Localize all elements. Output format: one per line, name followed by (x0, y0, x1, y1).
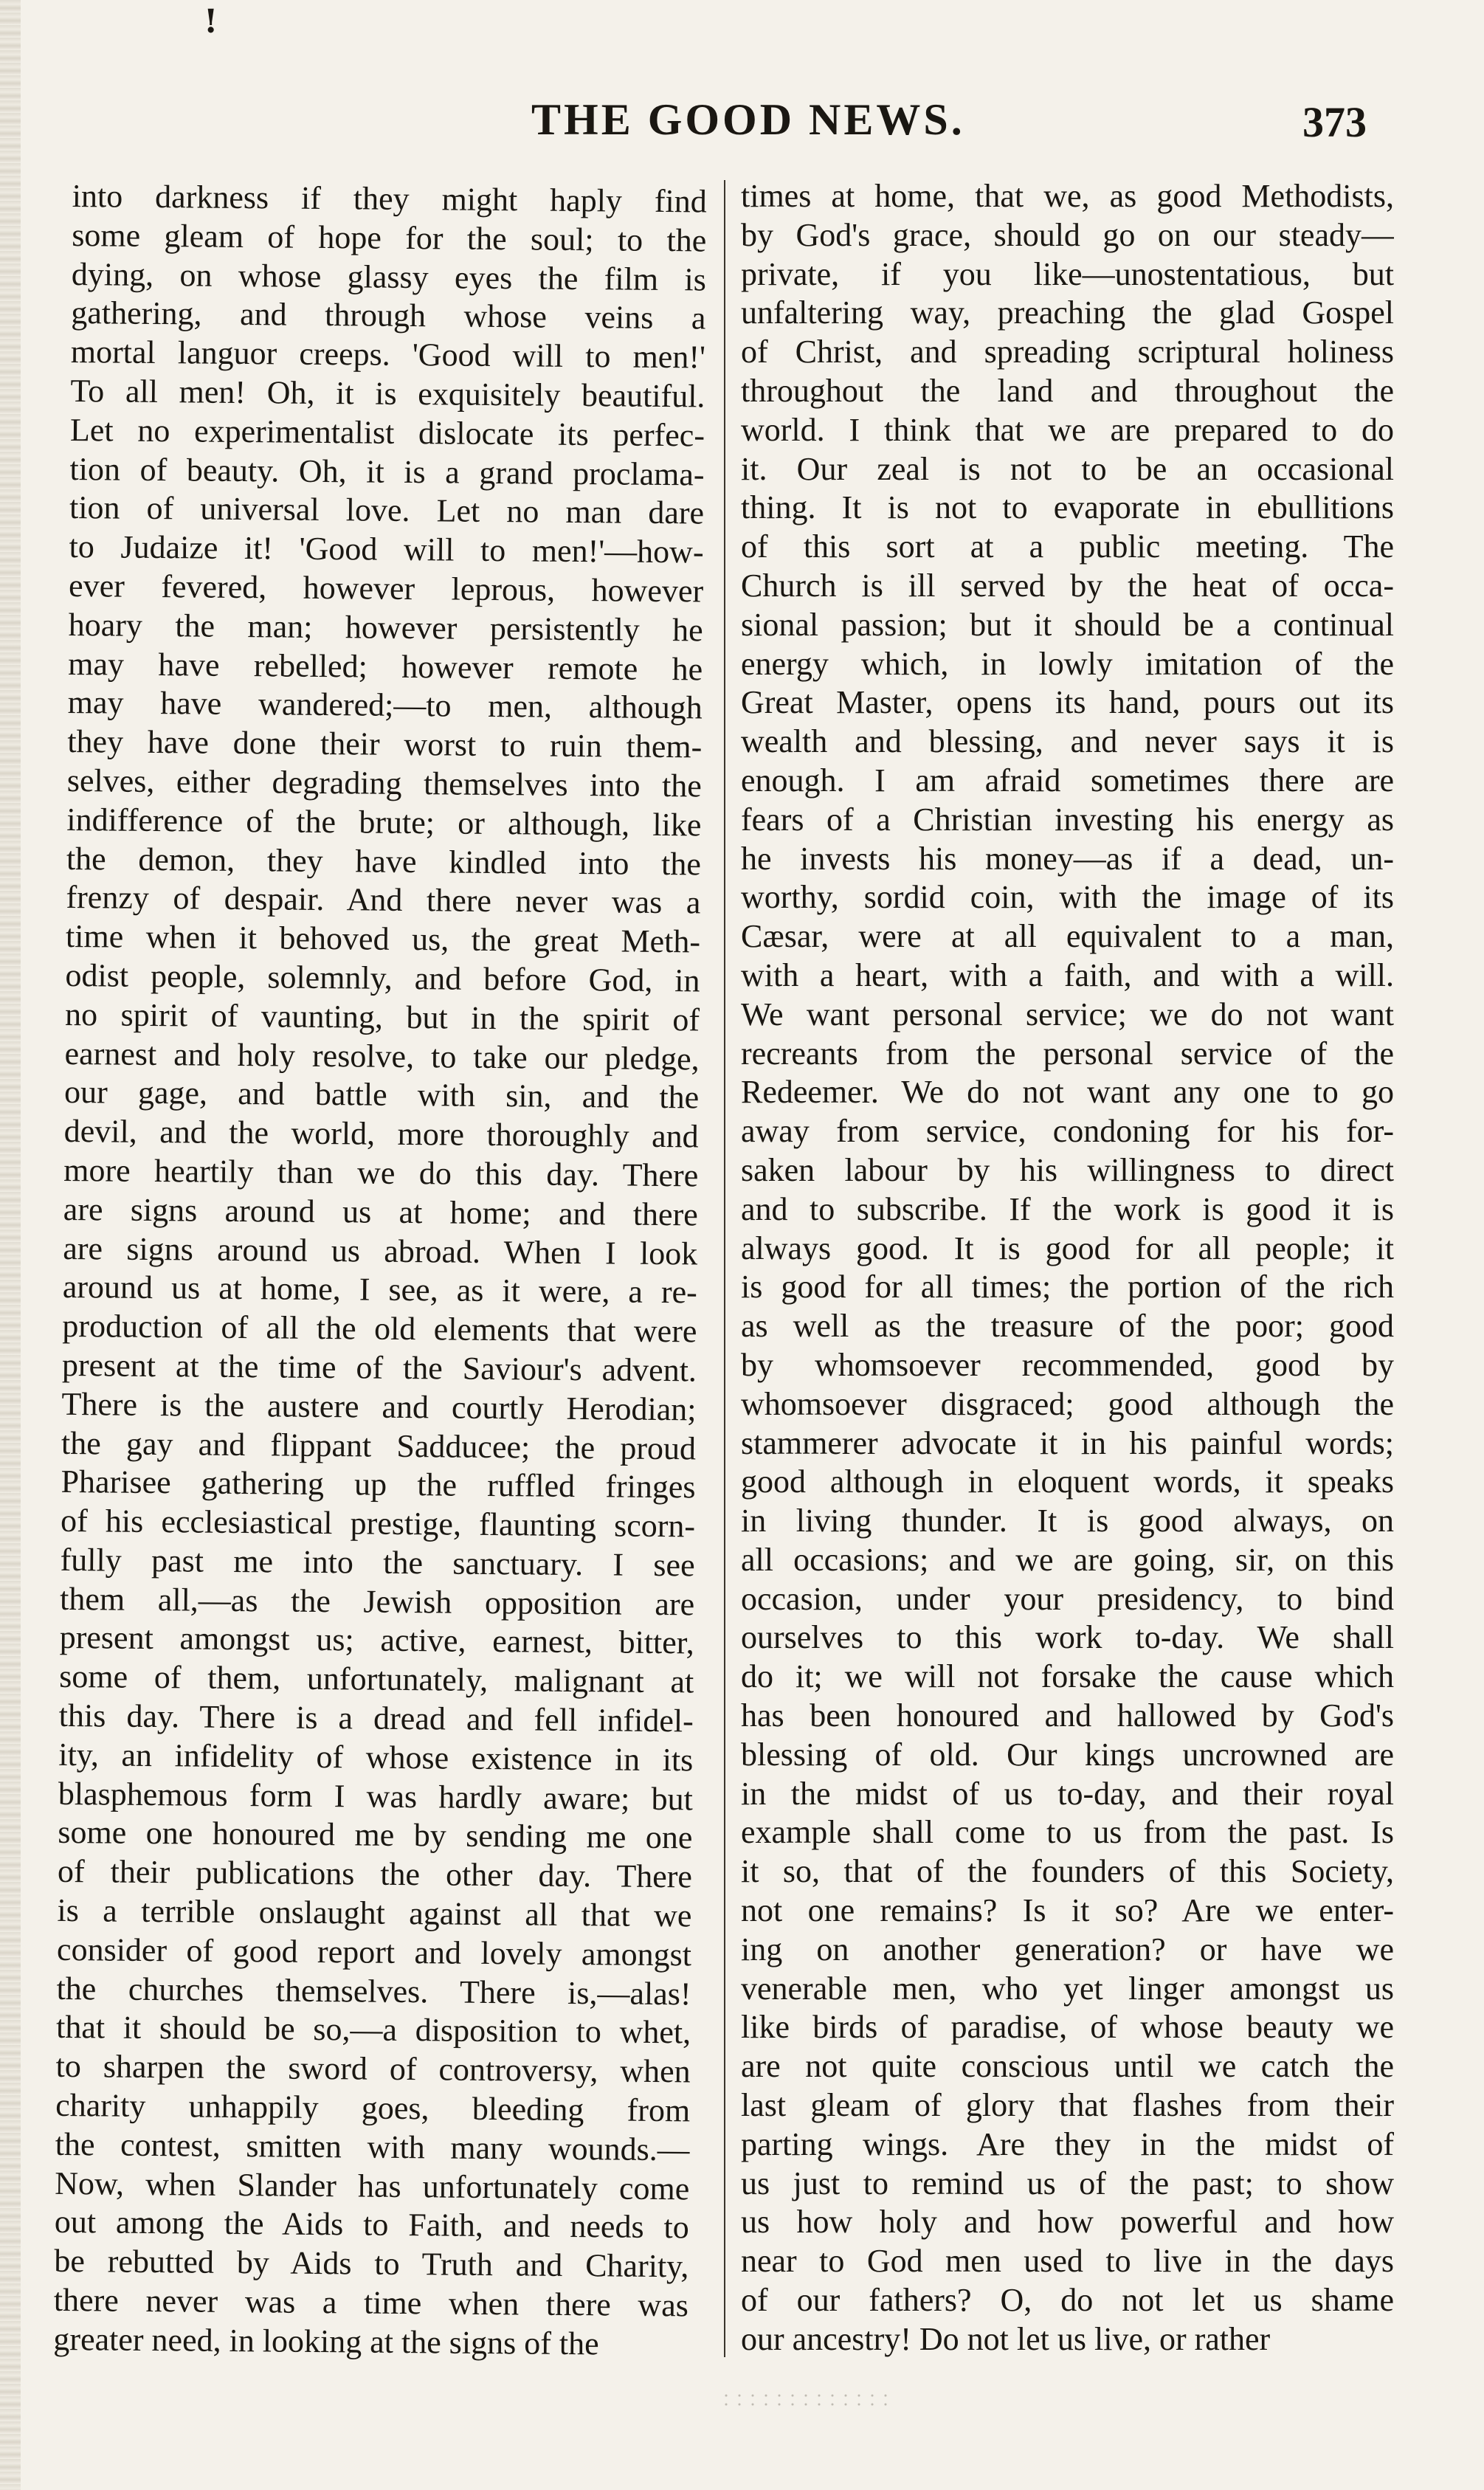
text-line: the gay and flippant Sadducee; the proud (61, 1424, 697, 1466)
text-line: by God's grace, should go on our steady— (741, 216, 1394, 253)
text-line: To all men! Oh, it is exquisitely beautiful. (70, 372, 705, 415)
text-line: some gleam of hope for the soul; to the (72, 216, 707, 259)
text-line: thing. It is not to evaporate in ebullitions (741, 489, 1394, 526)
text-line: he invests his money—as if a dead, un- (741, 840, 1394, 877)
text-line: always good. It is good for all people; it (741, 1230, 1394, 1266)
text-line: recreants from the personal service of the (741, 1035, 1394, 1072)
text-line: mortal languor creeps. 'Good will to men!' (70, 334, 706, 376)
text-line: has been honoured and hallowed by God's (741, 1697, 1394, 1734)
text-line: be rebutted by Aids to Truth and Charity, (54, 2243, 689, 2285)
text-line: throughout the land and throughout the (741, 372, 1394, 409)
text-line: Now, when Slander has unfortunately come (55, 2165, 690, 2207)
text-line: may have wandered;—to men, although (67, 684, 703, 726)
text-line: dying, on whose glassy eyes the film is (71, 255, 707, 298)
text-line: into darkness if they might haply find (72, 177, 707, 220)
text-line: it so, that of the founders of this Society, (741, 1853, 1394, 1890)
text-line: fully past me into the sanctuary. I see (60, 1541, 695, 1584)
text-line: gathering, and through whose veins a (71, 294, 706, 337)
text-line: private, if you like—unostentatious, but (741, 255, 1394, 292)
text-line: some one honoured me by sending me one (58, 1814, 693, 1856)
text-line: out among the Aids to Faith, and needs to (54, 2204, 690, 2246)
text-line: in the midst of us to-day, and their royal (741, 1775, 1394, 1812)
text-line: more heartily than we do this day. There (63, 1151, 699, 1194)
text-line: they have done their worst to ruin them- (67, 723, 703, 765)
text-line: of their publications the other day. There (57, 1853, 693, 1895)
text-line: and to subscribe. If the work is good it is (741, 1190, 1394, 1227)
text-line: sional passion; but it should be a continual (741, 606, 1394, 643)
text-line: to sharpen the sword of controversy, when (55, 2048, 691, 2090)
text-line: hoary the man; however persistently he (68, 606, 703, 649)
text-line: Great Master, opens its hand, pours out its (741, 684, 1394, 721)
text-line: Cæsar, were at all equivalent to a man, (741, 918, 1394, 955)
text-line: as well as the treasure of the poor; good (741, 1308, 1394, 1345)
text-line: Redeemer. We do not want any one to go (741, 1074, 1394, 1111)
page-number: 373 (1302, 98, 1367, 146)
page-header (0, 94, 1484, 154)
text-line: no spirit of vaunting, but in the spirit of (64, 996, 700, 1038)
page-edge-shadow (0, 0, 21, 2490)
print-speckle (719, 2391, 897, 2406)
text-line: that it should be so,—a disposition to whet, (55, 2009, 691, 2051)
text-line: near to God men used to live in the days (741, 2243, 1394, 2280)
text-line: our gage, and battle with sin, and the (63, 1074, 700, 1116)
text-line: the churches themselves. There is,—alas! (56, 1970, 691, 2013)
text-line: odist people, solemnly, and before God, in (65, 956, 700, 999)
text-line: may have rebelled; however remote he (68, 645, 703, 688)
text-line: good although in eloquent words, it speaks (741, 1463, 1394, 1500)
text-line: last gleam of glory that flashes from their (741, 2087, 1394, 2124)
running-title: THE GOOD NEWS. (531, 95, 965, 144)
text-line: do it; we will not forsake the cause which (741, 1658, 1394, 1695)
text-line: not one remains? Is it so? Are we enter- (741, 1892, 1394, 1929)
text-line: parting wings. Are they in the midst of (741, 2125, 1394, 2162)
text-line: of Christ, and spreading scriptural holiness (741, 334, 1394, 370)
text-line: Church is ill served by the heat of occa- (741, 567, 1394, 604)
text-line: tion of universal love. Let no man dare (69, 489, 705, 531)
text-line: some of them, unfortunately, malignant at (59, 1658, 694, 1700)
text-line: saken labour by his willingness to direct (741, 1151, 1394, 1188)
text-line: them all,—as the Jewish opposition are (59, 1580, 695, 1623)
text-line: greater need, in looking at the signs of the (53, 2320, 599, 2362)
text-line: by whomsoever recommended, good by (741, 1346, 1394, 1383)
text-line: of our fathers? O, do not let us shame (741, 2282, 1394, 2319)
text-line: frenzy of despair. And there never was a (66, 879, 701, 921)
text-line: of his ecclesiastical prestige, flaunting scorn- (60, 1503, 696, 1545)
text-line: There is the austere and courtly Herodian; (61, 1385, 697, 1428)
text-line: to Judaize it! 'Good will to men!'—how- (69, 528, 704, 570)
text-line: around us at home, I see, as it were, a re- (62, 1269, 698, 1311)
text-line: is good for all times; the portion of the rich (741, 1269, 1394, 1306)
text-line: selves, either degrading themselves into the (66, 762, 703, 804)
text-line: like birds of paradise, of whose beauty we (741, 2009, 1394, 2046)
text-line: us how holy and how powerful and how (741, 2204, 1394, 2241)
text-line: there never was a time when there was (53, 2281, 689, 2324)
text-line: are signs around us at home; and there (63, 1190, 698, 1233)
text-line: present at the time of the Saviour's advent. (61, 1346, 697, 1389)
text-line: the demon, they have kindled into the (66, 840, 702, 883)
text-line: time when it behoved us, the great Meth- (65, 918, 701, 960)
text-line: venerable men, who yet linger amongst us (741, 1970, 1394, 2007)
text-line: ever fevered, however leprous, however (68, 567, 704, 610)
text-line: charity unhappily goes, bleeding from (55, 2086, 691, 2129)
column-divider (724, 180, 725, 2357)
text-line: our ancestry! Do not let us live, or rather (741, 2320, 1271, 2357)
text-line: it. Our zeal is not to be an occasional (741, 450, 1394, 487)
text-line: worthy, sordid coin, with the image of its (741, 879, 1394, 916)
text-line: production of all the old elements that were (62, 1308, 697, 1350)
corner-mark: ! (204, 3, 218, 41)
left-text-column (53, 177, 707, 2365)
text-line: times at home, that we, as good Methodists, (741, 178, 1394, 214)
text-line: is a terrible onslaught against all that we (57, 1891, 692, 1934)
text-line: in living thunder. It is good always, on (741, 1503, 1394, 1539)
text-line: are signs around us abroad. When I look (63, 1230, 698, 1272)
text-line: wealth and blessing, and never says it is (741, 723, 1394, 760)
text-line: earnest and holy resolve, to take our pledge, (64, 1035, 700, 1077)
text-line: all occasions; and we are going, sir, on this (741, 1541, 1394, 1578)
text-line: occasion, under your presidency, to bind (741, 1580, 1394, 1617)
text-line: present amongst us; active, earnest, bitter, (59, 1619, 694, 1661)
text-line: indifference of the brute; or although, like (66, 801, 702, 844)
text-line: stammerer advocate it in his painful words; (741, 1424, 1394, 1461)
text-line: consider of good report and lovely amongst (56, 1931, 692, 1973)
text-line: devil, and the world, more thoroughly and (63, 1113, 699, 1155)
text-line: blessing of old. Our kings uncrowned are (741, 1736, 1394, 1773)
text-line: example shall come to us from the past. Is (741, 1814, 1394, 1851)
text-line: energy which, in lowly imitation of the (741, 645, 1394, 682)
text-line: world. I think that we are prepared to do (741, 411, 1394, 448)
right-text-column (741, 177, 1394, 2359)
text-line: tion of beauty. Oh, it is a grand proclama- (69, 450, 705, 493)
text-line: Let no experimentalist dislocate its perfec- (69, 411, 705, 454)
text-line: enough. I am afraid sometimes there are (741, 762, 1394, 799)
text-line: the contest, smitten with many wounds.— (55, 2125, 690, 2168)
text-line: Pharisee gathering up the ruffled fringes (61, 1463, 696, 1506)
text-line: unfaltering way, preaching the glad Gospel (741, 294, 1394, 331)
text-line: us just to remind us of the past; to show (741, 2165, 1394, 2201)
text-line: ity, an infidelity of whose existence in its (58, 1736, 694, 1779)
text-line: We want personal service; we do not want (741, 996, 1394, 1032)
text-line: with a heart, with a faith, and with a will. (741, 956, 1394, 993)
text-line: ourselves to this work to-day. We shall (741, 1619, 1394, 1656)
text-line: ing on another generation? or have we (741, 1931, 1394, 1967)
text-line: of this sort at a public meeting. The (741, 528, 1394, 565)
text-line: fears of a Christian investing his energy as (741, 801, 1394, 838)
text-line: are not quite conscious until we catch the (741, 2048, 1394, 2085)
text-line: whomsoever disgraced; good although the (741, 1385, 1394, 1422)
text-line: away from service, condoning for his for- (741, 1113, 1394, 1150)
text-line: blasphemous form I was hardly aware; but (58, 1775, 694, 1818)
text-line: this day. There is a dread and fell infidel- (58, 1697, 694, 1739)
